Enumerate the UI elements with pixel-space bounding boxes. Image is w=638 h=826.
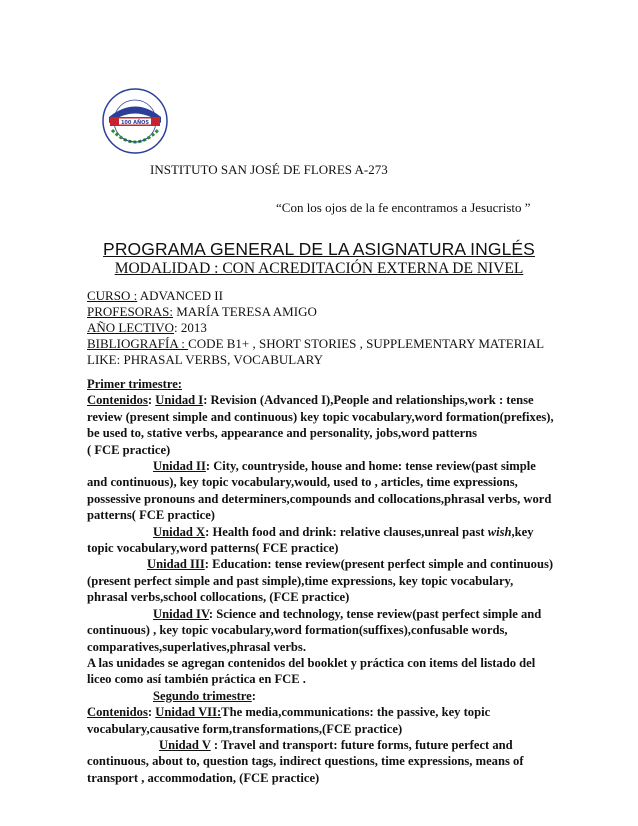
first-term-heading (87, 376, 557, 392)
course-label: CURSO : (87, 288, 138, 303)
school-motto: “Con los ojos de la fe encontramos a Jesucristo ” (276, 200, 531, 215)
unit-1-label: Unidad I (155, 393, 204, 408)
course-value: ADVANCED II (137, 288, 223, 303)
logo-band-text: 100 AÑOS (120, 119, 150, 126)
syllabus-content (87, 376, 557, 786)
unit-3-label: Unidad III (147, 557, 205, 572)
unit-7-text: The media,communications: the passive, key topic vocabulary,causative form,transformations,(FCE practice) (87, 705, 491, 736)
bibliography-label: BIBLIOGRAFÍA : (87, 336, 189, 351)
unit-1-fce: ( FCE practice) (87, 442, 171, 457)
unit-x (87, 524, 557, 557)
unit-5-label: Unidad V (159, 737, 211, 752)
second-term-heading (87, 688, 557, 704)
teachers-label: PROFESORAS: (87, 304, 173, 319)
contents-label: Contenidos (87, 393, 148, 408)
unit-4 (87, 606, 557, 655)
bibliography-line-2: LIKE: PHRASAL VERBS, VOCABULARY (87, 352, 323, 367)
unit-2 (87, 458, 557, 524)
year-value: : 2013 (174, 320, 207, 335)
program-subtitle: MODALIDAD : CON ACREDITACIÓN EXTERNA DE NIVEL (114, 260, 524, 277)
unit-x-label: Unidad X (153, 524, 206, 539)
institute-name: INSTITUTO SAN JOSÉ DE FLORES A-273 (150, 162, 388, 177)
year-label: AÑO LECTIVO (87, 320, 175, 335)
unit-7-label: Unidad VII: (155, 705, 222, 720)
bibliography-line (87, 336, 544, 352)
school-seal-icon (100, 86, 170, 156)
unit-5-text: : Travel and transport: future forms, future perfect and continuous, about to, question tags, indirect questions, time expressions, means of transport , accommodation, (FCE practice) (87, 737, 524, 785)
unit-1-text: : Revision (Advanced I),People and relationships,work : tense review (present simple and continuous) key topic vocabulary,word formation(prefixes), be used to, stative verbs, appearance and personality, jobs,word patterns (87, 393, 554, 441)
unit-2-text: : City, countryside, house and home: tense review(past simple and continuous), key topic vocabulary,would, used to , articles, time expressions, possessive pronouns and determiners,compounds and collocations,phrasal verbs, word patterns( FCE practice) (87, 459, 552, 523)
contents-colon: : (147, 393, 153, 408)
unit-4-text: : Science and technology, tense review(past perfect simple and continuous) , key topic vocabulary,word formation(suffixes),confusable words, comparatives,superlatives,phrasal verbs. (87, 606, 542, 654)
unit-2-label: Unidad II (153, 459, 206, 474)
unit-x-wish: wish (487, 524, 512, 539)
first-term-label: Primer trimestre: (87, 377, 182, 391)
unit-x-text: : Health food and drink: relative clauses,unreal past (205, 524, 488, 539)
year-line (87, 320, 207, 336)
unit-3 (87, 556, 557, 605)
school-logo (100, 86, 170, 156)
unit-7 (87, 704, 557, 737)
teachers-line (87, 304, 317, 320)
second-term-label: Segundo trimestre (153, 688, 252, 703)
unit-3-text: : Education: tense review(present perfect simple and continuous)(present perfect simple and past simple),time expressions, key topic vocabulary, phrasal verbs,school collocations, (FCE practice) (87, 557, 554, 605)
unit-4-label: Unidad IV (153, 606, 209, 621)
bibliography-value: CODE B1+ , SHORT STORIES , SUPPLEMENTARY MATERIAL (188, 336, 545, 351)
second-term-colon: : (251, 688, 256, 703)
unit-x-text-2: ,key topic vocabulary,word patterns( FCE practice) (87, 524, 534, 556)
contents-colon-2: : (147, 705, 153, 720)
program-title: PROGRAMA GENERAL DE LA ASIGNATURA INGLÉS (103, 239, 535, 259)
unit-1 (87, 392, 557, 441)
course-line (87, 288, 223, 304)
booklet-note: A las unidades se agregan contenidos del booklet y práctica con items del listado del liceo como así también práctica en FCE . (87, 655, 536, 687)
teachers-value: MARÍA TERESA AMIGO (172, 304, 317, 319)
unit-5 (87, 737, 557, 786)
contents-label-2: Contenidos (87, 705, 148, 720)
